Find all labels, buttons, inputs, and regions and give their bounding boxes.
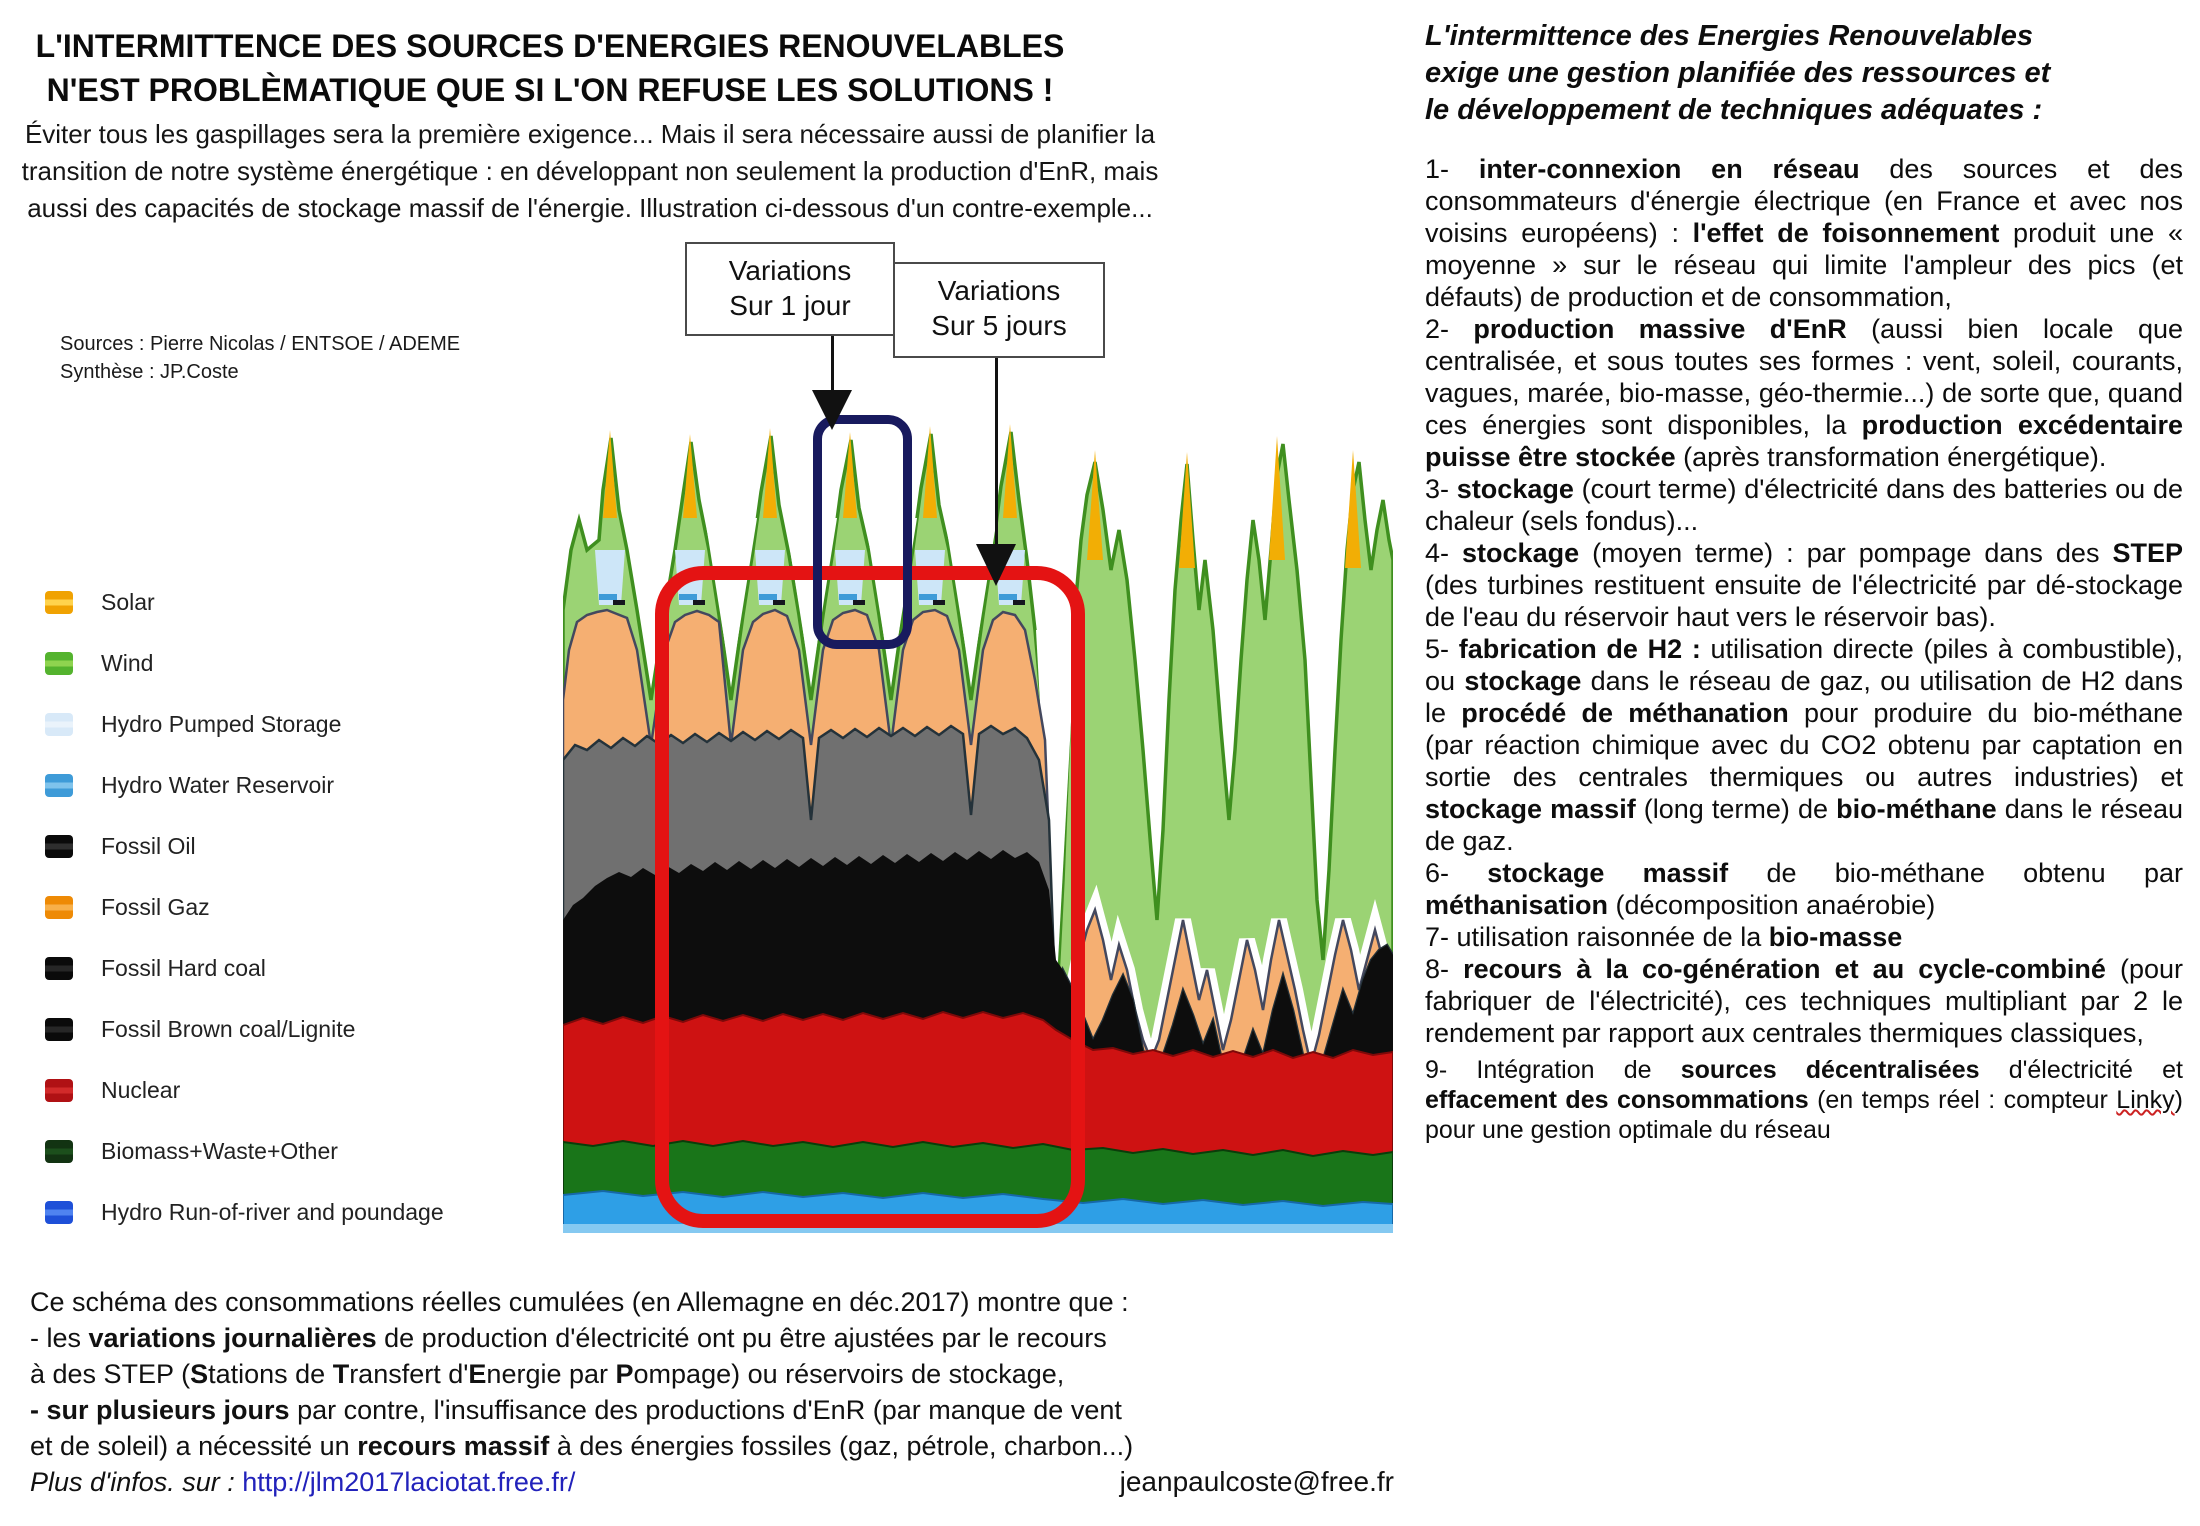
- solutions-list: [1425, 153, 2183, 1145]
- solution-point-4: 4- stockage (moyen terme) : par pompage dans des STEP (des turbines restituent ensuite de l'électricité par dé-stockage de l'eau du réservoir haut vers le réservoir bas).: [1425, 538, 2183, 632]
- explanation-line: - les variations journalières de production d'électricité ont pu être ajustées par le recours: [30, 1323, 1107, 1353]
- intro-line: transition de notre système énergétique : en développant non seulement la production d'EnR, mais: [21, 156, 1159, 186]
- legend-swatch-icon: [45, 896, 73, 919]
- legend-item: [45, 1060, 444, 1121]
- legend-label: Fossil Oil: [101, 833, 196, 859]
- solution-point-9: 9- Intégration de sources décentralisées d'électricité et effacement des consommations (en temps réel : compteur Linky) pour une gestion optimale du réseau: [1425, 1056, 2183, 1144]
- legend-item: [45, 1182, 444, 1243]
- legend-item: [45, 816, 444, 877]
- legend-label: Wind: [101, 650, 154, 676]
- legend-swatch-icon: [45, 1018, 73, 1041]
- explanation-line: - sur plusieurs jours par contre, l'insuffisance des productions d'EnR (par manque de vent: [30, 1395, 1122, 1425]
- legend-item: [45, 633, 444, 694]
- callout-text: Variations: [937, 275, 1061, 306]
- legend-item: [45, 938, 444, 999]
- legend-label: Hydro Run-of-river and poundage: [101, 1199, 444, 1225]
- legend-swatch-icon: [45, 1201, 73, 1224]
- chart-explanation: [30, 1284, 1398, 1500]
- synthesis-line: Synthèse : JP.Coste: [60, 361, 239, 383]
- callout-variations-5-days: [893, 262, 1105, 358]
- callout-text: Sur 5 jours: [931, 310, 1067, 341]
- legend-label: Hydro Pumped Storage: [101, 711, 342, 737]
- legend-item: [45, 877, 444, 938]
- solution-point-5: 5- fabrication de H2 : utilisation directe (piles à combustible), ou stockage dans le réseau de gaz, ou utilisation de H2 dans le procédé de méthanation pour produire du bio-méthane (par réaction chimique avec du CO2 obtenu par captation en sortie des centrales thermiques ou autres industries) et stockage massif (long terme) de bio-méthane dans le réseau de gaz.: [1425, 634, 2184, 856]
- solution-point-3: 3- stockage (court terme) d'électricité dans des batteries ou de chaleur (sels fondus)...: [1425, 474, 2184, 536]
- legend-item: [45, 1121, 444, 1182]
- legend-label: Fossil Gaz: [101, 894, 210, 920]
- contact-email: jeanpaulcoste@free.fr: [1119, 1466, 1394, 1497]
- legend-swatch-icon: [45, 591, 73, 614]
- legend-label: Biomass+Waste+Other: [101, 1138, 338, 1164]
- heading-line: L'intermittence des Energies Renouvelables: [1425, 20, 2034, 52]
- title-line-1: L'INTERMITTENCE DES SOURCES D'ENERGIES RENOUVELABLES: [35, 28, 1065, 64]
- explanation-line: et de soleil) a nécessité un recours massif à des énergies fossiles (gaz, pétrole, charbon...): [30, 1431, 1134, 1461]
- legend-item: [45, 694, 444, 755]
- solutions-heading: [1425, 18, 2183, 129]
- solution-point-6: 6- stockage massif de bio-méthane obtenu par méthanisation (décomposition anaérobie): [1425, 858, 2183, 920]
- arrow-line-5days: [995, 358, 998, 546]
- solution-point-1: 1- inter-connexion en réseau des sources et des consommateurs d'énergie électrique (en France et avec nos voisins européens) : l'effet de foisonnement produit une « moyenne » sur le réseau qui limite l'ampleur des pics (et défauts) de production et de consommation,: [1425, 154, 2183, 312]
- solution-point-2: 2- production massive d'EnR (aussi bien locale que centralisée, et sous toutes ses formes : vent, soleil, courants, vagues, marée, bio-masse, géo-thermie...) de sorte que, quand ces énergies sont disponibles, la production excédentaire puisse être stockée (après transformation énergétique).: [1425, 314, 2184, 472]
- explanation-line: Ce schéma des consommations réelles cumulées (en Allemagne en déc.2017) montre que :: [30, 1287, 1129, 1317]
- solution-point-8: 8- recours à la co-génération et au cycle-combiné (pour fabriquer de l'électricité), ces techniques multipliant par 2 le rendement par rapport aux centrales thermiques classiques,: [1425, 954, 2183, 1048]
- legend-swatch-icon: [45, 1079, 73, 1102]
- legend-swatch-icon: [45, 652, 73, 675]
- annotation-rect-1-day: [813, 415, 912, 649]
- callout-variations-1-day: [685, 242, 895, 336]
- intro-line: Éviter tous les gaspillages sera la première exigence... Mais il sera nécessaire aussi de planifier la: [24, 119, 1156, 149]
- arrow-line-1day: [831, 336, 834, 394]
- legend-item: [45, 572, 444, 633]
- legend-swatch-icon: [45, 774, 73, 797]
- chart-legend: [45, 572, 444, 1243]
- sources-credit: [60, 330, 460, 386]
- solution-point-7: 7- utilisation raisonnée de la bio-masse: [1425, 922, 1903, 952]
- callout-text: Variations: [728, 255, 852, 286]
- intro-line: aussi des capacités de stockage massif de l'énergie. Illustration ci-dessous d'un contre-exemple...: [27, 193, 1153, 223]
- solutions-column: [1425, 18, 2183, 1145]
- arrow-head-5days-icon: [976, 544, 1016, 586]
- more-info-link[interactable]: Plus d'infos. sur : http://jlm2017laciotat.free.fr/: [30, 1467, 576, 1497]
- title-line-2: N'EST PROBLÈMATIQUE QUE SI L'ON REFUSE LES SOLUTIONS !: [46, 72, 1054, 108]
- legend-swatch-icon: [45, 713, 73, 736]
- heading-line: exige une gestion planifiée des ressources et: [1425, 57, 2051, 89]
- legend-label: Fossil Hard coal: [101, 955, 266, 981]
- legend-swatch-icon: [45, 835, 73, 858]
- heading-line: le développement de techniques adéquates :: [1425, 94, 2043, 126]
- legend-label: Fossil Brown coal/Lignite: [101, 1016, 356, 1042]
- arrow-head-1day-icon: [812, 390, 852, 430]
- legend-item: [45, 999, 444, 1060]
- legend-swatch-icon: [45, 957, 73, 980]
- callout-text: Sur 1 jour: [729, 290, 851, 321]
- sources-line: Sources : Pierre Nicolas / ENTSOE / ADEME: [60, 333, 461, 355]
- legend-label: Solar: [101, 589, 155, 615]
- intro-paragraph: [10, 116, 1170, 227]
- legend-label: Hydro Water Reservoir: [101, 772, 335, 798]
- legend-swatch-icon: [45, 1140, 73, 1163]
- explanation-line: à des STEP (Stations de Transfert d'Energie par Pompage) ou réservoirs de stockage,: [30, 1359, 1065, 1389]
- annotation-rect-5-days: [655, 566, 1085, 1228]
- page-title: [10, 24, 1090, 112]
- legend-item: [45, 755, 444, 816]
- legend-label: Nuclear: [101, 1077, 181, 1103]
